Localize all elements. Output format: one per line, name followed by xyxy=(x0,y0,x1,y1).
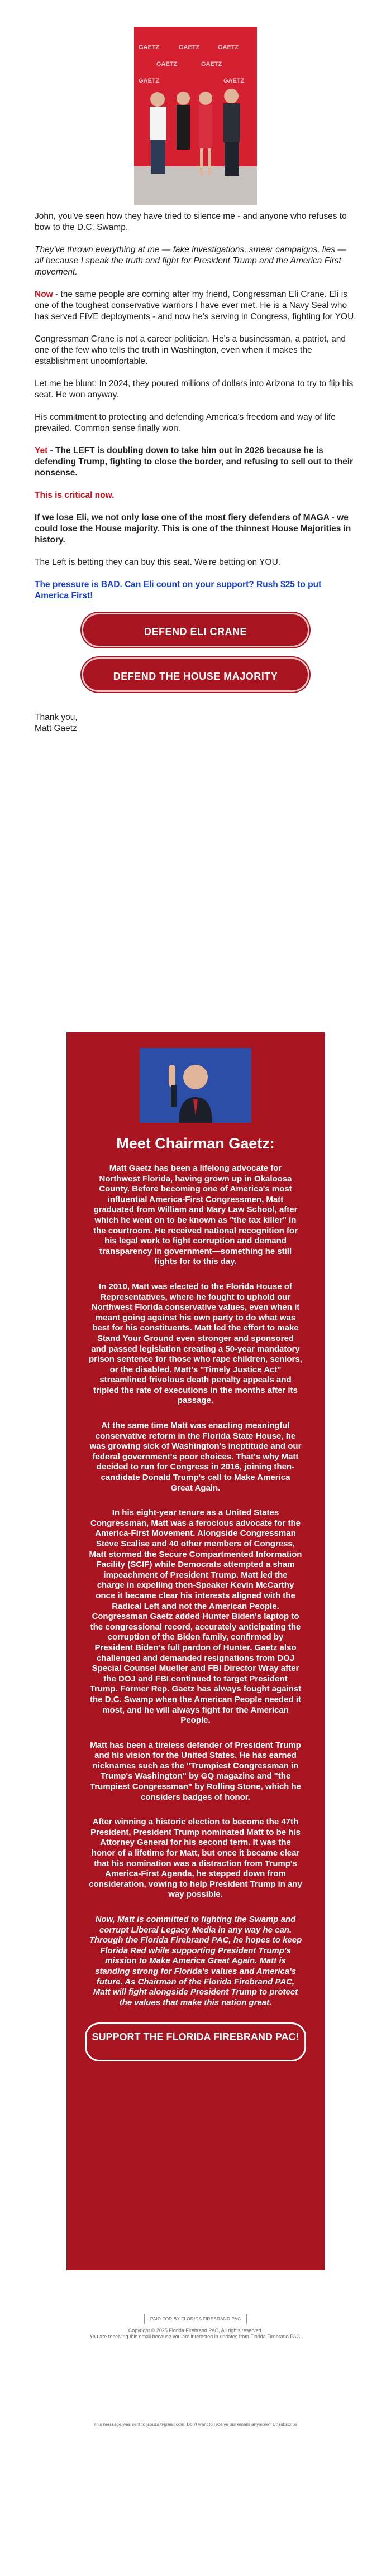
paid-for-box: PAID FOR BY FLORIDA FIREBRAND PAC xyxy=(144,2314,247,2324)
signer-name: Matt Gaetz xyxy=(35,724,77,733)
svg-text:GAETZ: GAETZ xyxy=(201,61,222,68)
backdrop-text: GAETZ xyxy=(139,44,160,51)
bio-paragraph-6: After winning a historic election to become the 47th President, President Trump nominated Matt to be his Attorney General for his second term. It was the honor of a lifetime for Matt, but once it became clear that his nomination was a distraction from Trump's America-First Agenda, he stepped down from consideration, vowing to help President Trump in any way possible. xyxy=(89,1817,302,1900)
chairman-photo xyxy=(140,1048,251,1123)
now-paragraph: Now - the same people are coming after my friend, Congressman Eli Crane. Eli is one of the toughest conservative warriors I have ever met. He is a Navy Seal who has served FIVE deployments - and now he's serving in Congress, fighting for YOU. xyxy=(35,290,356,321)
critical-heading: This is critical now. xyxy=(35,491,115,500)
footer xyxy=(0,2314,391,2340)
bio-paragraph-5: Matt has been a tireless defender of President Trump and his vision for the United States. He has earned nicknames such as the "Trumpiest Congressman in Trump's Washington" by GQ magazine and "the Trumpiest Congressman" by Rolling Stone, which he considers badges of honor. xyxy=(90,1740,301,1802)
svg-text:GAETZ: GAETZ xyxy=(139,78,160,84)
svg-text:GAETZ: GAETZ xyxy=(179,44,200,51)
svg-text:GAETZ: GAETZ xyxy=(218,44,239,51)
now-lead: Now xyxy=(35,290,53,299)
bio-paragraph-2: In 2010, Matt was elected to the Florida House of Representatives, where he fought to uphold our Northwest Florida conservative values, even when it meant going against his own party to do what was best for his constituents. Matt led the effort to make Stand Your Ground even stronger and sponsored and passed legislation creating a 50-year mandatory prison sentence for those who rape children, seniors, or the disabled. Matt's "Timely Justice Act" streamlined frivolous death penalty appeals and tripled the rate of executions in the months after its passage. xyxy=(89,1281,302,1406)
lose-paragraph: If we lose Eli, we not only lose one of the most fiery defenders of MAGA - we could lose the House majority. This is one of the thinnest House Majorities in history. xyxy=(35,513,351,545)
signoff xyxy=(35,712,356,734)
defend-eli-button[interactable]: DEFEND ELI CRANE xyxy=(82,613,309,647)
commitment-paragraph: His commitment to protecting and defending America's freedom and way of life prevailed. Common sense finally won. xyxy=(35,412,336,433)
letter-body xyxy=(35,205,356,602)
reason-text: You are receiving this email because you are interested in updates from Florida Firebrand PAC. xyxy=(89,2334,302,2339)
support-pac-button[interactable]: SUPPORT THE FLORIDA FIREBRAND PAC! xyxy=(85,2022,306,2061)
unsubscribe-line[interactable]: This message was sent to jsouza@gmail.com. Don't want to receive our emails anymore? Unsubscribe xyxy=(93,2422,298,2427)
politician-paragraph: Congressman Crane is not a career politician. He's a businessman, a patriot, and one of the few who tells the truth in Washington, even when it makes the establishment uncomfortable. xyxy=(35,334,346,366)
bio-title: Meet Chairman Gaetz: xyxy=(116,1135,275,1152)
bio-paragraph-4: In his eight-year tenure as a United States Congressman, Matt was a ferocious advocate for the America-First Movement. Alongside Congressman Steve Scalise and 40 other members of Congress, Matt stormed the Secure Compartmented Information Facility (SCIF) while Democrats attempted a sham impeachment of President Trump. Matt led the charge in expelling then-Speaker Kevin McCarthy once it became clear his interests aligned with the Radical Left and not the American People. Congressman Gaetz added Hunter Biden's laptop to the congressional record, accurately anticipating the corruption of the Biden family, confirmed by President Biden's full pardon of Hunter. Gaetz also challenged and demanded resignations from DOJ Special Counsel Mueller and FBI Director Wray after the DOJ and FBI continued to target President Trump. Former Rep. Gaetz has always fought against the D.C. Swamp when the American People needed it most, and he will always fight for the American People. xyxy=(89,1508,302,1726)
yet-paragraph: Yet - The LEFT is doubling down to take him out in 2026 because he is defending Trump, fighting to close the border, and refusing to sell out to their nonsense. xyxy=(35,446,354,478)
bio-paragraph-3: At the same time Matt was enacting meaningful conservative reform in the Florida State House, he was growing sick of Washington's ineptitude and our federal government's poor choices. That's why Matt decided to run for Congress in 2016, joining then-candidate Donald Trump's call to Make America Great Again. xyxy=(89,1421,302,1493)
betting-paragraph: The Left is betting they can buy this seat. We're betting on YOU. xyxy=(35,558,281,567)
hero-photo xyxy=(134,27,257,205)
pressure-link[interactable]: The pressure is BAD. Can Eli count on your support? Rush $25 to put America First! xyxy=(35,580,322,600)
yet-lead: Yet xyxy=(35,446,48,455)
copyright-text: Copyright © 2025 Florida Firebrand PAC, All rights reserved. xyxy=(128,2328,263,2333)
svg-text:GAETZ: GAETZ xyxy=(223,78,245,84)
thanks-text: Thank you, xyxy=(35,713,78,722)
blunt-paragraph: Let me be blunt: In 2024, they poured millions of dollars into Arizona to try to flip his seat. He won anyway. xyxy=(35,379,354,400)
italic-paragraph: They've thrown everything at me — fake investigations, smear campaigns, lies — all because I speak the truth and fight for President Trump and the America First movement. xyxy=(35,245,346,277)
bio-paragraph-1: Matt Gaetz has been a lifelong advocate for Northwest Florida, having grown up in Okaloosa County. Before becoming one of America's most influential America-First Congressmen, Matt graduated from William and Mary Law School, after which he went on to be known as "the tax killer" in the courtroom. He received national recognition for his legal work to fight corruption and demand transparency in government—something he still fights for to this day. xyxy=(93,1164,298,1267)
bio-panel xyxy=(66,1032,325,2270)
svg-text:GAETZ: GAETZ xyxy=(156,61,178,68)
bio-paragraph-7: Now, Matt is committed to fighting the Swamp and corrupt Liberal Legacy Media in any way he can. Through the Florida Firebrand PAC, he hopes to keep Florida Red while supporting President Trump's mission to Make America Great Again. Matt is standing strong for Florida's values and America's future. As Chairman of the Florida Firebrand PAC, Matt will fight alongside President Trump to protect the values that make this nation great. xyxy=(89,1915,302,2007)
intro-paragraph: John, you've seen how they have tried to silence me - and anyone who refuses to bow to the D.C. Swamp. xyxy=(35,212,347,232)
defend-house-button[interactable]: DEFEND THE HOUSE MAJORITY xyxy=(82,657,309,692)
